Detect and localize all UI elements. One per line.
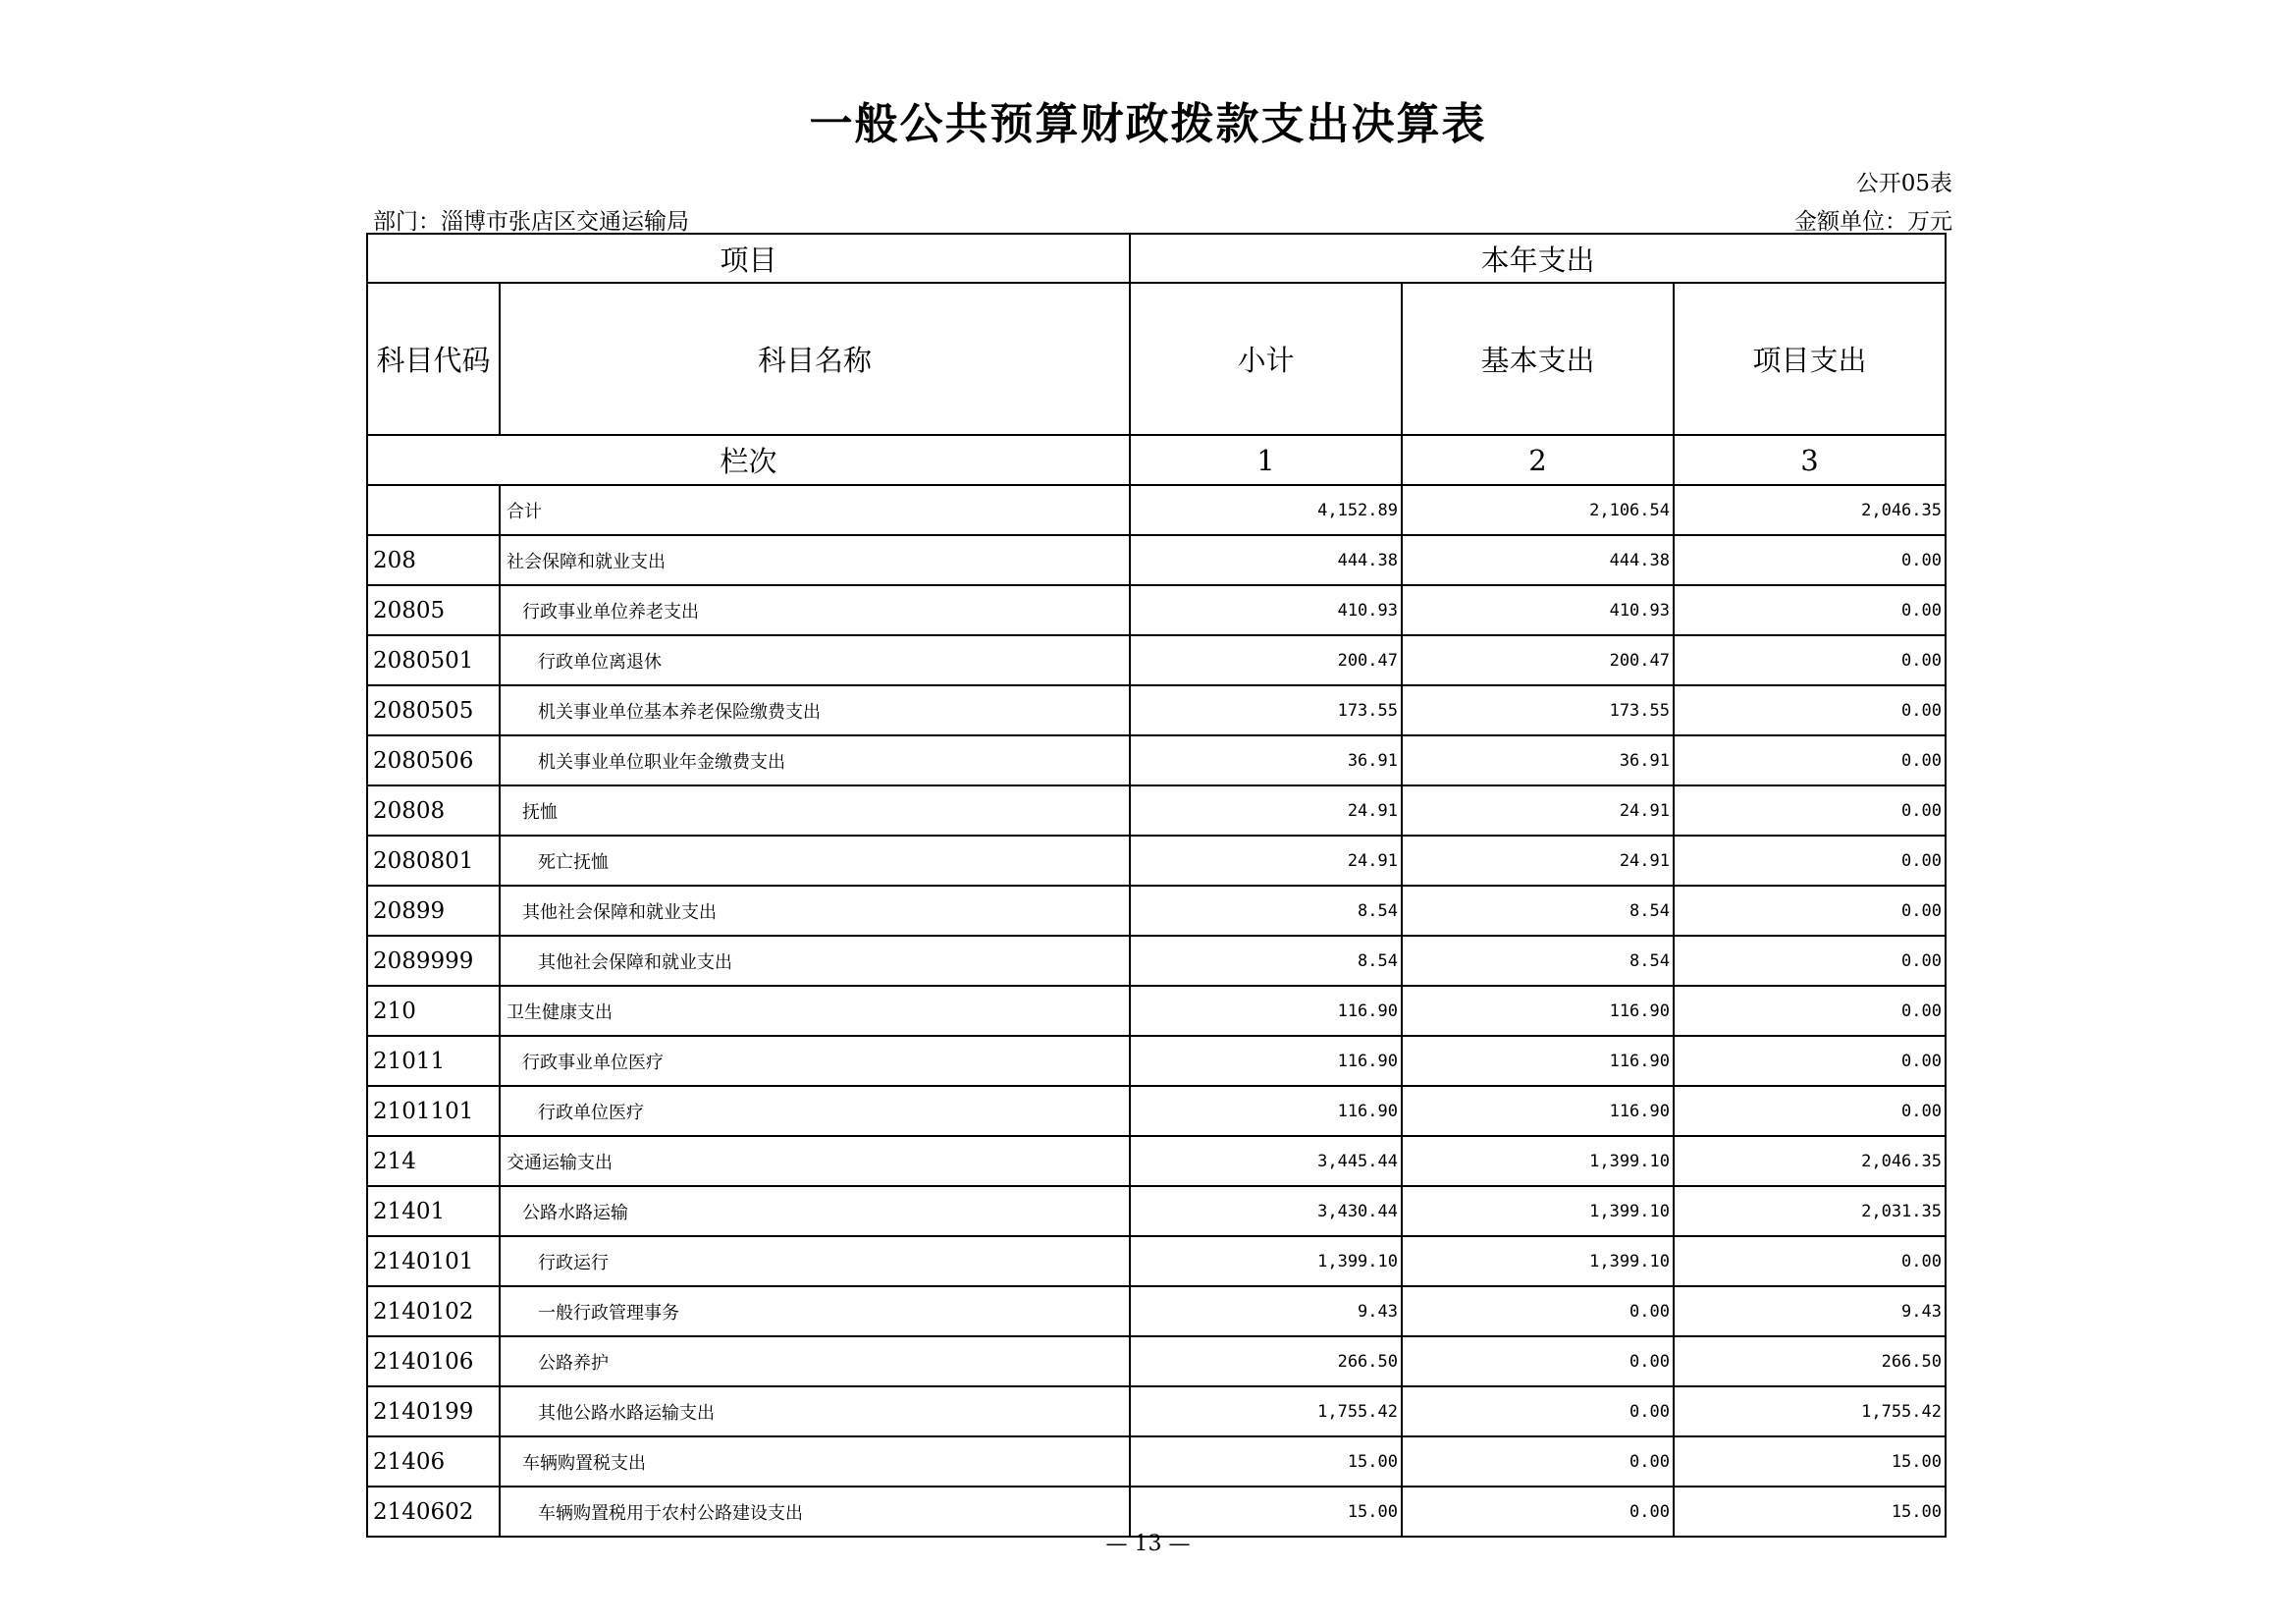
header-subtotal: 小计 bbox=[1130, 283, 1402, 435]
table-row bbox=[367, 1036, 1946, 1086]
subtotal-cell: 8.54 bbox=[1130, 936, 1402, 986]
project-expenditure-cell: 0.00 bbox=[1674, 685, 1946, 735]
subject-code-cell: 2080501 bbox=[367, 635, 500, 685]
subject-code-cell: 2080505 bbox=[367, 685, 500, 735]
subtotal-cell: 116.90 bbox=[1130, 986, 1402, 1036]
subject-name-cell: 合计 bbox=[500, 485, 1130, 535]
project-expenditure-cell: 1,755.42 bbox=[1674, 1386, 1946, 1436]
header-name: 科目名称 bbox=[500, 283, 1130, 435]
subject-name-cell: 车辆购置税支出 bbox=[500, 1436, 1130, 1487]
header-col-2: 2 bbox=[1402, 435, 1674, 485]
project-expenditure-cell: 0.00 bbox=[1674, 836, 1946, 886]
basic-expenditure-cell: 1,399.10 bbox=[1402, 1186, 1674, 1236]
subtotal-cell: 8.54 bbox=[1130, 886, 1402, 936]
subtotal-cell: 200.47 bbox=[1130, 635, 1402, 685]
table-row bbox=[367, 1436, 1946, 1487]
project-expenditure-cell: 0.00 bbox=[1674, 785, 1946, 836]
table-row bbox=[367, 585, 1946, 635]
project-expenditure-cell: 0.00 bbox=[1674, 535, 1946, 585]
basic-expenditure-cell: 8.54 bbox=[1402, 886, 1674, 936]
table-row bbox=[367, 485, 1946, 535]
header-basic: 基本支出 bbox=[1402, 283, 1674, 435]
subtotal-cell: 116.90 bbox=[1130, 1036, 1402, 1086]
project-expenditure-cell: 0.00 bbox=[1674, 735, 1946, 785]
project-expenditure-cell: 0.00 bbox=[1674, 936, 1946, 986]
subject-name-cell: 车辆购置税用于农村公路建设支出 bbox=[500, 1487, 1130, 1537]
project-expenditure-cell: 266.50 bbox=[1674, 1336, 1946, 1386]
subtotal-cell: 15.00 bbox=[1130, 1436, 1402, 1487]
basic-expenditure-cell: 410.93 bbox=[1402, 585, 1674, 635]
subject-code-cell: 2140101 bbox=[367, 1236, 500, 1286]
header-project: 项目 bbox=[367, 234, 1130, 283]
project-expenditure-cell: 0.00 bbox=[1674, 635, 1946, 685]
basic-expenditure-cell: 444.38 bbox=[1402, 535, 1674, 585]
subtotal-cell: 24.91 bbox=[1130, 836, 1402, 886]
subtotal-cell: 4,152.89 bbox=[1130, 485, 1402, 535]
project-expenditure-cell: 2,046.35 bbox=[1674, 1136, 1946, 1186]
subtotal-cell: 266.50 bbox=[1130, 1336, 1402, 1386]
subject-code-cell: 2140199 bbox=[367, 1386, 500, 1436]
expenditure-table bbox=[366, 233, 1947, 1538]
subject-name-cell: 社会保障和就业支出 bbox=[500, 535, 1130, 585]
project-expenditure-cell: 0.00 bbox=[1674, 886, 1946, 936]
table-row bbox=[367, 886, 1946, 936]
project-expenditure-cell: 0.00 bbox=[1674, 986, 1946, 1036]
subtotal-cell: 444.38 bbox=[1130, 535, 1402, 585]
subject-code-cell: 2101101 bbox=[367, 1086, 500, 1136]
basic-expenditure-cell: 116.90 bbox=[1402, 986, 1674, 1036]
project-expenditure-cell: 15.00 bbox=[1674, 1487, 1946, 1537]
subject-name-cell: 行政单位离退休 bbox=[500, 635, 1130, 685]
subtotal-cell: 24.91 bbox=[1130, 785, 1402, 836]
subject-name-cell: 死亡抚恤 bbox=[500, 836, 1130, 886]
subject-code-cell: 2089999 bbox=[367, 936, 500, 986]
subject-code-cell: 2140106 bbox=[367, 1336, 500, 1386]
subject-code-cell: 2140102 bbox=[367, 1286, 500, 1336]
subtotal-cell: 36.91 bbox=[1130, 735, 1402, 785]
header-col-3: 3 bbox=[1674, 435, 1946, 485]
basic-expenditure-cell: 116.90 bbox=[1402, 1036, 1674, 1086]
project-expenditure-cell: 0.00 bbox=[1674, 585, 1946, 635]
subject-name-cell: 行政运行 bbox=[500, 1236, 1130, 1286]
basic-expenditure-cell: 0.00 bbox=[1402, 1436, 1674, 1487]
header-code: 科目代码 bbox=[367, 283, 500, 435]
subject-name-cell: 机关事业单位基本养老保险缴费支出 bbox=[500, 685, 1130, 735]
header-col-1: 1 bbox=[1130, 435, 1402, 485]
subject-name-cell: 公路水路运输 bbox=[500, 1186, 1130, 1236]
subject-name-cell: 行政事业单位医疗 bbox=[500, 1036, 1130, 1086]
subject-code-cell: 20808 bbox=[367, 785, 500, 836]
form-number: 公开05表 bbox=[1855, 171, 1952, 196]
table-row bbox=[367, 685, 1946, 735]
department-label: 部门：淄博市张店区交通运输局 bbox=[373, 209, 689, 235]
table-row bbox=[367, 836, 1946, 886]
subtotal-cell: 3,445.44 bbox=[1130, 1136, 1402, 1186]
project-expenditure-cell: 2,031.35 bbox=[1674, 1186, 1946, 1236]
subject-code-cell: 210 bbox=[367, 986, 500, 1036]
subtotal-cell: 9.43 bbox=[1130, 1286, 1402, 1336]
subject-code-cell: 21401 bbox=[367, 1186, 500, 1236]
basic-expenditure-cell: 173.55 bbox=[1402, 685, 1674, 735]
subject-name-cell: 抚恤 bbox=[500, 785, 1130, 836]
project-expenditure-cell: 0.00 bbox=[1674, 1086, 1946, 1136]
basic-expenditure-cell: 0.00 bbox=[1402, 1386, 1674, 1436]
header-project-expenditure: 项目支出 bbox=[1674, 283, 1946, 435]
page-title: 一般公共预算财政拨款支出决算表 bbox=[809, 99, 1487, 149]
subject-name-cell: 一般行政管理事务 bbox=[500, 1286, 1130, 1336]
subject-code-cell: 2080506 bbox=[367, 735, 500, 785]
subject-name-cell: 其他社会保障和就业支出 bbox=[500, 936, 1130, 986]
subject-code-cell: 2140602 bbox=[367, 1487, 500, 1537]
basic-expenditure-cell: 0.00 bbox=[1402, 1336, 1674, 1386]
basic-expenditure-cell: 24.91 bbox=[1402, 836, 1674, 886]
subject-code-cell: 20899 bbox=[367, 886, 500, 936]
subtotal-cell: 173.55 bbox=[1130, 685, 1402, 735]
basic-expenditure-cell: 36.91 bbox=[1402, 735, 1674, 785]
subtotal-cell: 1,755.42 bbox=[1130, 1386, 1402, 1436]
basic-expenditure-cell: 8.54 bbox=[1402, 936, 1674, 986]
project-expenditure-cell: 15.00 bbox=[1674, 1436, 1946, 1487]
project-expenditure-cell: 0.00 bbox=[1674, 1236, 1946, 1286]
project-expenditure-cell: 9.43 bbox=[1674, 1286, 1946, 1336]
basic-expenditure-cell: 200.47 bbox=[1402, 635, 1674, 685]
project-expenditure-cell: 0.00 bbox=[1674, 1036, 1946, 1086]
header-current-year: 本年支出 bbox=[1130, 234, 1946, 283]
basic-expenditure-cell: 0.00 bbox=[1402, 1286, 1674, 1336]
basic-expenditure-cell: 0.00 bbox=[1402, 1487, 1674, 1537]
table-row bbox=[367, 1236, 1946, 1286]
basic-expenditure-cell: 2,106.54 bbox=[1402, 485, 1674, 535]
subject-code-cell: 21406 bbox=[367, 1436, 500, 1487]
table-row bbox=[367, 535, 1946, 585]
subject-name-cell: 机关事业单位职业年金缴费支出 bbox=[500, 735, 1130, 785]
table-row bbox=[367, 1286, 1946, 1336]
table-row bbox=[367, 635, 1946, 685]
basic-expenditure-cell: 1,399.10 bbox=[1402, 1136, 1674, 1186]
subject-name-cell: 公路养护 bbox=[500, 1336, 1130, 1386]
page-number: — 13 — bbox=[1105, 1532, 1191, 1556]
subtotal-cell: 116.90 bbox=[1130, 1086, 1402, 1136]
subject-name-cell: 交通运输支出 bbox=[500, 1136, 1130, 1186]
subject-name-cell: 行政事业单位养老支出 bbox=[500, 585, 1130, 635]
table-row bbox=[367, 986, 1946, 1036]
subject-name-cell: 其他社会保障和就业支出 bbox=[500, 886, 1130, 936]
subtotal-cell: 3,430.44 bbox=[1130, 1186, 1402, 1236]
project-expenditure-cell: 2,046.35 bbox=[1674, 485, 1946, 535]
subject-code-cell: 2080801 bbox=[367, 836, 500, 886]
subject-name-cell: 其他公路水路运输支出 bbox=[500, 1386, 1130, 1436]
subject-code-cell: 208 bbox=[367, 535, 500, 585]
table-row bbox=[367, 1136, 1946, 1186]
basic-expenditure-cell: 1,399.10 bbox=[1402, 1236, 1674, 1286]
table-row bbox=[367, 1186, 1946, 1236]
basic-expenditure-cell: 116.90 bbox=[1402, 1086, 1674, 1136]
subject-code-cell: 21011 bbox=[367, 1036, 500, 1086]
subtotal-cell: 1,399.10 bbox=[1130, 1236, 1402, 1286]
table-row bbox=[367, 735, 1946, 785]
subject-name-cell: 行政单位医疗 bbox=[500, 1086, 1130, 1136]
table-row bbox=[367, 936, 1946, 986]
table-row bbox=[367, 1086, 1946, 1136]
subject-name-cell: 卫生健康支出 bbox=[500, 986, 1130, 1036]
unit-label: 金额单位：万元 bbox=[1794, 209, 1952, 235]
subject-code-cell: 20805 bbox=[367, 585, 500, 635]
table-row bbox=[367, 1336, 1946, 1386]
table-row bbox=[367, 785, 1946, 836]
subject-code-cell bbox=[367, 485, 500, 535]
subtotal-cell: 15.00 bbox=[1130, 1487, 1402, 1537]
basic-expenditure-cell: 24.91 bbox=[1402, 785, 1674, 836]
header-column-index: 栏次 bbox=[367, 435, 1130, 485]
table-row bbox=[367, 1487, 1946, 1537]
subject-code-cell: 214 bbox=[367, 1136, 500, 1186]
table-row bbox=[367, 1386, 1946, 1436]
subtotal-cell: 410.93 bbox=[1130, 585, 1402, 635]
